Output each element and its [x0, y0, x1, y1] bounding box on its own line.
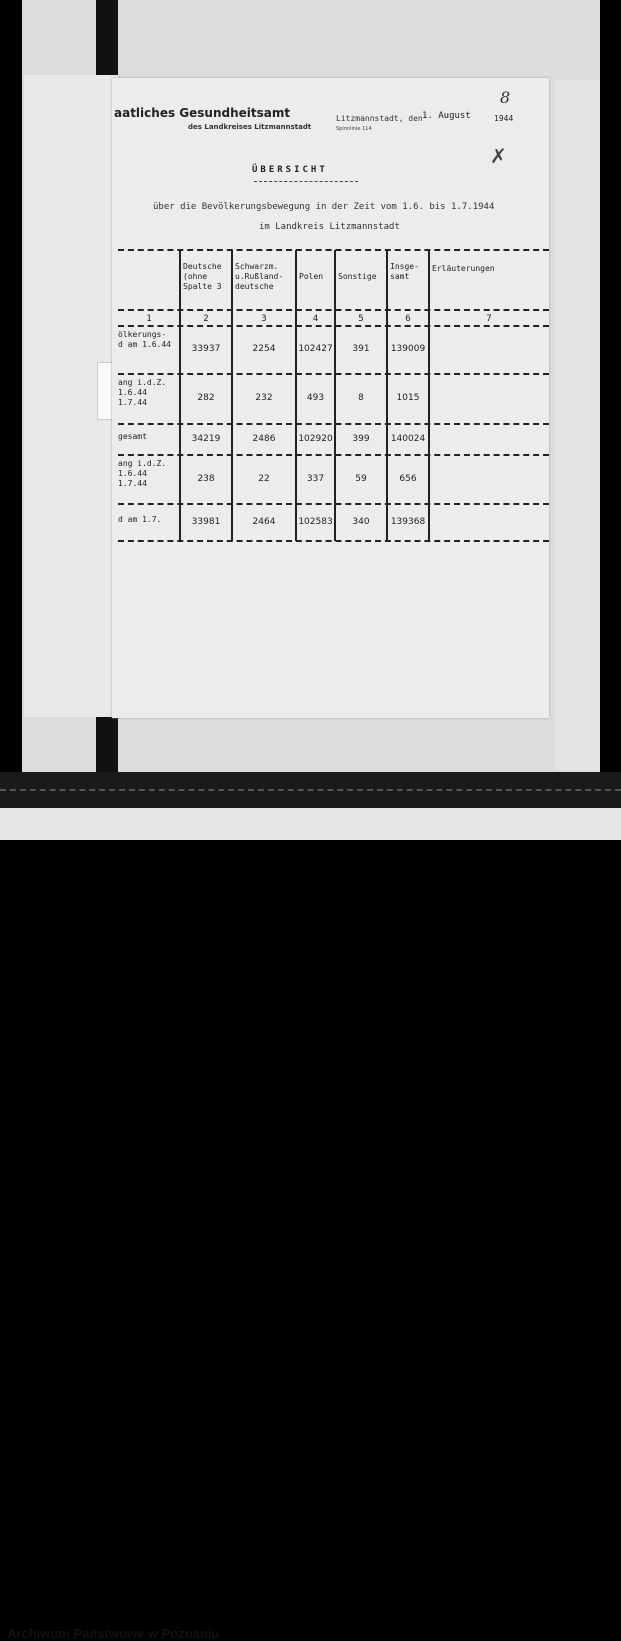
header-year: 1944	[494, 114, 514, 123]
column-header-line: Erläuterungen	[432, 264, 495, 273]
table-cell: 33981	[191, 516, 221, 527]
row-label-line: 1.6.44	[118, 469, 147, 478]
column-header-line: deutsche	[235, 282, 274, 291]
table-cell: 238	[197, 473, 215, 484]
row-label-line: gesamt	[118, 431, 147, 441]
table-cell: 493	[306, 393, 325, 403]
column-header-line: u.Rußland-	[235, 272, 284, 281]
table-cell: 399	[352, 433, 370, 444]
document-subtitle: über die Bevölkerungsbewegung in der Zeit vom 1.6. bis 1.7.1944	[153, 202, 495, 212]
column-number: 6	[405, 314, 411, 324]
row-label	[118, 515, 177, 525]
table-cell: 102583	[298, 516, 333, 527]
archive-name: Archiwum Państwowe w Poznaniu	[7, 1626, 220, 1641]
row-label-line: d am 1.7.	[118, 514, 162, 524]
handwritten-page-number: 8	[500, 88, 511, 107]
column-header-line: Deutsche	[183, 262, 222, 271]
table-cell: 340	[352, 516, 370, 527]
document-title: ÜBERSICHT	[252, 165, 328, 175]
table-cell: 139009	[390, 344, 426, 354]
table-cell: 232	[255, 393, 273, 403]
column-header	[235, 262, 294, 292]
header-street: Spinnlinie 114	[336, 126, 372, 132]
table-cell: 33937	[191, 344, 221, 354]
column-number: 3	[261, 314, 267, 324]
document-subtitle-2: im Landkreis Litzmannstadt	[259, 222, 400, 232]
row-label	[118, 330, 177, 350]
table-cell: 8	[358, 393, 364, 403]
table-cell: 337	[306, 473, 325, 484]
row-label-line: ölkerungs-	[118, 330, 167, 339]
column-number: 1	[146, 314, 152, 324]
table-cell: 391	[352, 344, 370, 354]
column-number: 2	[203, 314, 209, 324]
table-cell: 140024	[390, 433, 426, 444]
statistics-table	[118, 250, 549, 541]
column-number: 4	[312, 314, 319, 324]
row-label	[118, 432, 177, 442]
column-header-line: samt	[390, 272, 410, 281]
header-date: 1. August	[422, 111, 471, 121]
column-header	[390, 262, 427, 282]
column-number: 7	[486, 314, 492, 324]
row-label	[118, 459, 177, 489]
organization-name: aatliches Gesundheitsamt	[114, 106, 291, 120]
column-header-line: Sonstige	[338, 272, 377, 281]
table-cell: 59	[355, 473, 367, 484]
column-number: 5	[358, 314, 364, 324]
table-cell: 102920	[298, 433, 333, 444]
column-header-line: Spalte 3	[183, 282, 222, 291]
column-header-line: Insge-	[390, 262, 419, 271]
table-cell: 1015	[396, 393, 420, 403]
organization-sub: des Landkreises Litzmannstadt	[188, 123, 312, 131]
column-header	[338, 272, 385, 282]
row-label-line: ang i.d.Z.	[118, 378, 167, 387]
row-label-line: ang i.d.Z.	[118, 459, 167, 468]
header-place: Litzmannstadt, den	[336, 114, 423, 123]
table-cell: 22	[258, 473, 270, 484]
bottom-perforation	[0, 789, 621, 791]
row-label-line: 1.7.44	[118, 479, 147, 488]
column-header	[183, 262, 230, 292]
row-label	[118, 378, 177, 408]
row-label-line: 1.6.44	[118, 388, 147, 397]
table-cell: 2486	[252, 433, 276, 444]
table-cell: 282	[197, 393, 215, 403]
column-header-line: (ohne	[183, 272, 208, 281]
handwritten-mark: ✗	[490, 144, 507, 168]
column-header	[432, 264, 547, 274]
column-header	[299, 272, 333, 282]
column-header-line: Schwarzm.	[235, 262, 279, 271]
title-underline	[254, 181, 358, 182]
table-cell: 2254	[252, 344, 276, 354]
scan-background-right	[555, 80, 600, 770]
table-cell: 2464	[252, 516, 276, 527]
row-label-line: 1.7.44	[118, 398, 147, 407]
archive-footer	[0, 808, 621, 1641]
row-label-line: d am 1.6.44	[118, 340, 171, 349]
table-cell: 102427	[298, 344, 333, 354]
table-cell: 656	[399, 473, 417, 484]
table-cell: 139368	[390, 516, 426, 527]
table-cell: 34219	[191, 433, 221, 444]
column-header-line: Polen	[299, 272, 324, 281]
